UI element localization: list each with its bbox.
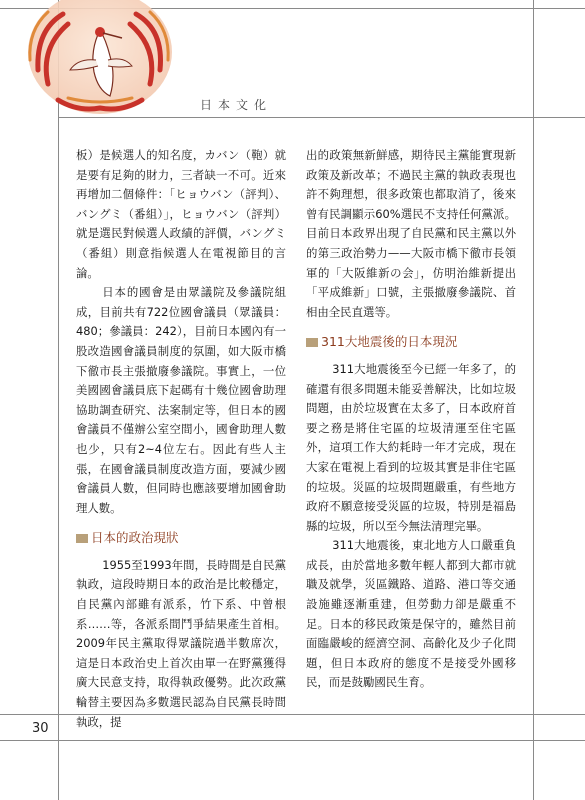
section-heading-politics	[76, 528, 286, 548]
left-column	[76, 146, 286, 732]
left-paragraph-1: 板）是候選人的知名度，カバン（鞄）就是要有足夠的財力，三者缺一不可。近來再增加二個條件：「ヒョウバン（評判）、バングミ（番組）」，ヒョウバン（評判）就是選民對候選人政績的評價，バングミ（番組）則意指候選人在電視節目的言論。	[76, 148, 286, 280]
right-paragraph-2: 311大地震後至今已經一年多了，的確還有很多問題未能妥善解決，比如垃圾問題，由於垃圾實在太多了，日本政府首要之務是將住宅區的垃圾清運至住宅區外，這項工作大約耗時一年才完成，現在大家在電視上看到的垃圾其實是非住宅區的垃圾。災區的垃圾問題嚴重，有些地方政府不願意接受災區的垃圾，特別是福島縣的垃圾，所以至今無法清理完畢。	[306, 361, 516, 533]
left-paragraph-3: 1955至1993年間，長時間是自民黨執政，這段時期日本的政治是比較穩定，自民黨內部雖有派系，竹下系、中曾根系……等，各派系間鬥爭結果產生首相。2009年民主黨取得眾議院過半數席次，這是日本政治史上首次由單一在野黨獲得廣大民意支持，取得執政優勢。此次政黨輪替主要因為多數選民認為自民黨長時間執政，提	[76, 557, 286, 729]
section-heading-earthquake	[306, 332, 516, 352]
left-paragraph-2: 日本的國會是由眾議院及參議院組成，目前共有722位國會議員（眾議員：480；參議員：242），目前日本國內有一股改造國會議員制度的氛圍，如大阪市橋下徹市長主張撤廢參議院。事實上，一位美國國會議員底下起碼有十幾位國會助理協助調查研究、法案制定等，但日本的國會議員不僅辦公室空間小，國會助理人數也少，只有2~4位左右。因此有些人主張，在國會議員制度改造方面，要減少國會議員人數，但同時也應該要增加國會助理人數。	[76, 285, 286, 515]
right-paragraph-1: 出的政策無新鮮感，期待民主黨能實現新政策及新改革；不過民主黨的執政表現也許不夠理想，很多政策也都取消了，後來曾有民調顯示60%選民不支持任何黨派。目前日本政界出現了自民黨和民主黨以外的第三政治勢力——大阪市橋下徹市長領軍的「大阪維新の会」，仿明治維新提出「平成維新」口號，主張撤廢參議院、首相由全民直選等。	[306, 148, 516, 319]
section-title: 日本的政治現狀	[91, 530, 179, 546]
page-number: 30	[32, 721, 49, 736]
header-title: 日本文化	[200, 98, 273, 112]
square-marker-icon	[306, 338, 318, 347]
right-column	[306, 146, 516, 693]
section-title: 311大地震後的日本現況	[321, 334, 458, 350]
square-marker-icon	[76, 534, 88, 543]
right-frame-line	[533, 0, 534, 800]
footer-rule	[0, 740, 585, 741]
left-frame-line	[58, 0, 59, 800]
right-paragraph-3: 311大地震後，東北地方人口嚴重負成長，由於當地多數年輕人都到大都市就職及就學，災區鐵路、道路、港口等交通設施雖逐漸重建，但勞動力卻是嚴重不足。日本的移民政策是保守的，雖然目前面臨嚴峻的經濟空洞、高齡化及少子化問題，但日本政府的態度不是接受外國移民，而是鼓勵國民生育。	[306, 538, 516, 690]
crane-crest-icon	[18, 0, 178, 120]
